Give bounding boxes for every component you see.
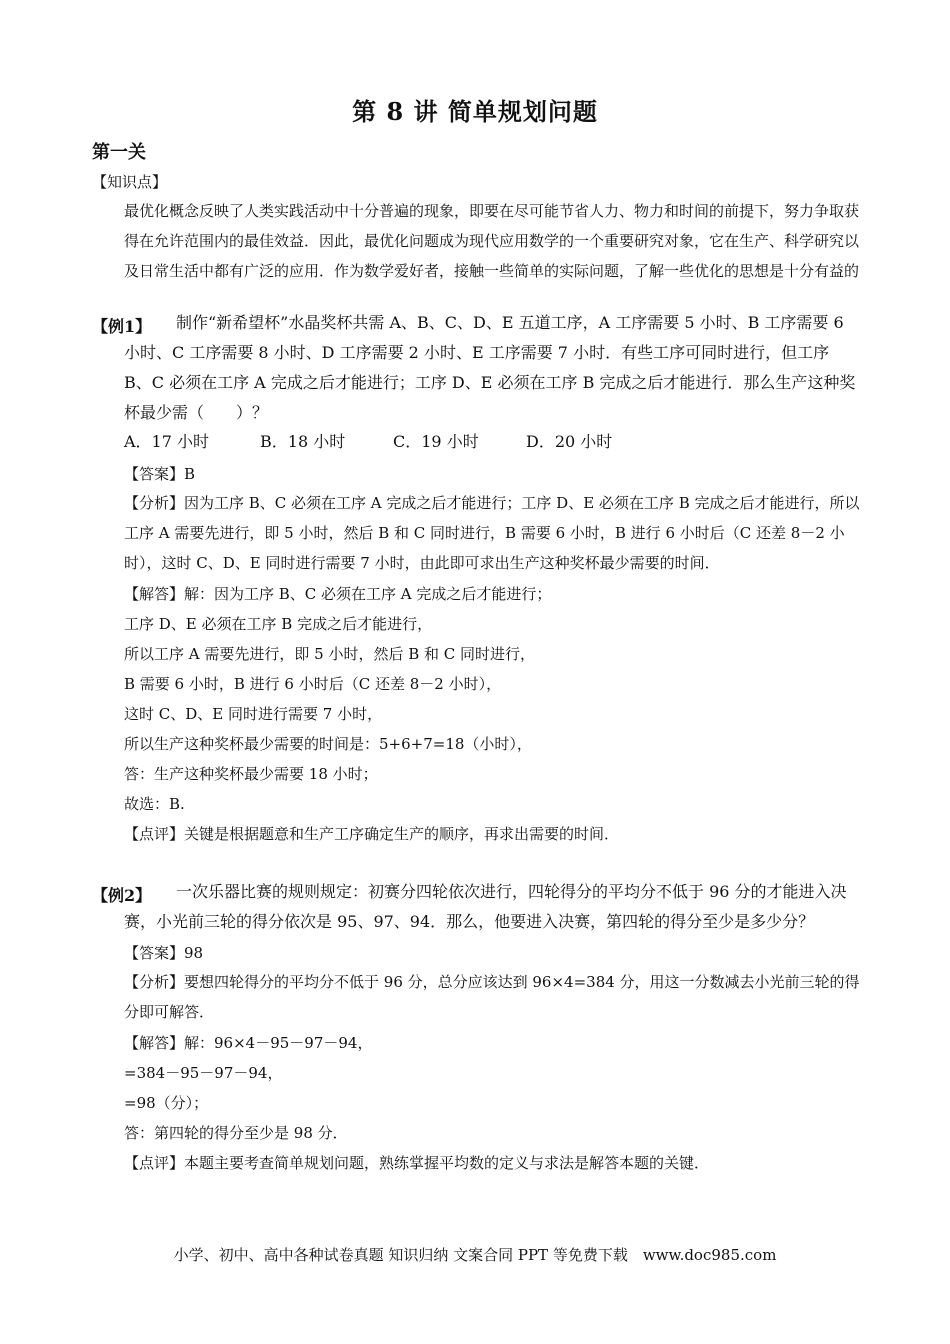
example1-solution-line-3: 所以工序 A 需要先进行，即 5 小时，然后 B 和 C 同时进行，: [124, 645, 536, 663]
example1-solution-line-6: 所以生产这种奖杯最少需要的时间是：5+6+7=18（小时），: [124, 735, 532, 753]
example2-solution-line-4: 答：第四轮的得分至少是 98 分．: [124, 1124, 348, 1142]
option-c: C．19 小时: [393, 432, 479, 451]
example2-solution-line-1: 【解答】解：96×4－95－97－94，: [124, 1034, 373, 1052]
example1-label: 【例1】: [92, 317, 152, 336]
knowledge-label: 【知识点】: [92, 173, 168, 191]
example2-analysis: 【分析】要想四轮得分的平均分不低于 96 分，总分应该达到 96×4=384 分，用这一分数减去小光前三轮的得分即可解答．: [124, 973, 860, 1021]
example1-solution-line-2: 工序 D、E 必须在工序 B 完成之后才能进行，: [124, 615, 433, 633]
example2-answer: 【答案】98: [124, 944, 204, 962]
example1-question: 制作“新希望杯”水晶奖杯共需 A、B、C、D、E 五道工序，A 工序需要 5 小时、B 工序需要 6 小时、C 工序需要 8 小时、D 工序需要 2 小时、E 工序需要 7 小时．有些工序可同时进行，但工序 B、C 必须在工序 A 完成之后才能进行；工序 D、E 必须在工序 B 完成之后才能进行．那么生产这种奖杯最少需（ ）？: [124, 313, 856, 422]
example1-analysis: 【分析】因为工序 B、C 必须在工序 A 完成之后才能进行；工序 D、E 必须在工序 B 完成之后才能进行，所以工序 A 需要先进行，即 5 小时，然后 B 和 C 同时进行，B 需要 6 小时，B 进行 6 小时后（C 还差 8－2 小时），这时 C、D、E 同时进行需要 7 小时，由此即可求出生产这种奖杯最少需要的时间．: [124, 494, 860, 572]
example2-question: 一次乐器比赛的规则规定：初赛分四轮依次进行，四轮得分的平均分不低于 96 分的才能进入决赛，小光前三轮的得分依次是 95、97、94．那么，他要进入决赛，第四轮的得分至少是多少分？: [124, 882, 847, 931]
example1-solution-line-7: 答：生产这种奖杯最少需要 18 小时；: [124, 765, 378, 783]
knowledge-text: 最优化概念反映了人类实践活动中十分普遍的现象，即要在尽可能节省人力、物力和时间的前提下，努力争取获得在允许范围内的最佳效益．因此，最优化问题成为现代应用数学的一个重要研究对象，它在生产、科学研究以及日常生活中都有广泛的应用．作为数学爱好者，接触一些简单的实际问题，了解一些优化的思想是十分有益的: [124, 202, 860, 280]
option-a: A．17 小时: [124, 432, 210, 451]
example1-solution-line-1: 【解答】解：因为工序 B、C 必须在工序 A 完成之后才能进行；: [124, 585, 552, 603]
example1-answer: 【答案】B: [124, 465, 196, 483]
example2-solution-line-3: =98（分）；: [124, 1094, 209, 1112]
example1-options: [124, 430, 612, 454]
option-b: B．18 小时: [260, 432, 346, 451]
example2-comment: 【点评】本题主要考查简单规划问题，熟练掌握平均数的定义与求法是解答本题的关键．: [124, 1154, 710, 1172]
example1-solution-line-8: 故选：B.: [124, 795, 185, 813]
example1-comment: 【点评】关键是根据题意和生产工序确定生产的顺序，再求出需要的时间．: [124, 825, 620, 843]
option-d: D．20 小时: [526, 432, 613, 451]
section-heading: 第一关: [92, 142, 146, 163]
example2-solution-line-2: =384－95－97－94，: [124, 1064, 283, 1082]
page-footer: 小学、初中、高中各种试卷真题 知识归纳 文案合同 PPT 等免费下载 www.doc985.com: [173, 1246, 777, 1264]
page-title: 第 8 讲 简单规划问题: [352, 97, 598, 126]
example1-solution-line-5: 这时 C、D、E 同时进行需要 7 小时，: [124, 705, 383, 723]
example1-solution-line-4: B 需要 6 小时，B 进行 6 小时后（C 还差 8－2 小时），: [124, 675, 502, 693]
example2-label: 【例2】: [92, 886, 152, 905]
